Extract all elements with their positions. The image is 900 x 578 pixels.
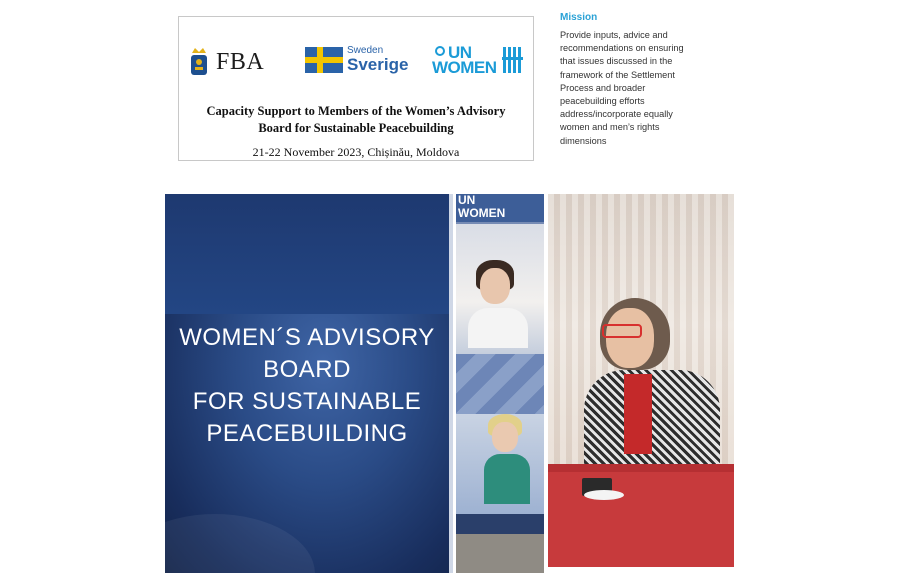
fba-logo-text: FBA [216,48,265,75]
mission-block [560,12,720,148]
banner-logo: UN WOMEN [456,194,544,222]
fba-logo [189,45,264,79]
unwomen-logo [432,43,526,79]
presentation-slide-photo [165,194,453,573]
mission-text: Provide inputs, advice and recommendations on ensuring that issues discussed in the framework of the Settlement Process and broader peacebuilding efforts address/incorporate equally women and men’s rights dimensions [560,30,684,146]
banner-portrait-1 [456,224,544,354]
sweden-logo [305,45,408,74]
unwomen-banner-photo [456,194,544,573]
participant-photo [548,194,734,567]
event-title: Capacity Support to Members of the Women’s Advisory Board for Sustainable Peacebuilding [206,104,506,135]
event-header-card [178,16,534,161]
unwomen-emblem-icon [502,45,524,75]
un-globe-icon [435,46,445,56]
sverige-label: Sverige [347,55,409,74]
banner-portrait-2 [456,414,544,514]
mission-heading: Mission [560,12,598,23]
glasses-icon [602,324,642,338]
slide-title: WOMEN´S ADVISORY BOARD FOR SUSTAINABLE PEACEBUILDING [179,324,435,447]
unwomen-logo-line1: UN [448,43,472,62]
unwomen-logo-line2: WOMEN [432,58,497,77]
partner-logos [179,41,533,81]
red-tablecloth [548,464,734,567]
event-date: 21-22 November 2023, Chișinău, Moldova [252,145,460,159]
sweden-flag-icon [305,47,343,73]
sweden-label: Sweden [347,45,384,56]
crown-icon [189,47,209,77]
